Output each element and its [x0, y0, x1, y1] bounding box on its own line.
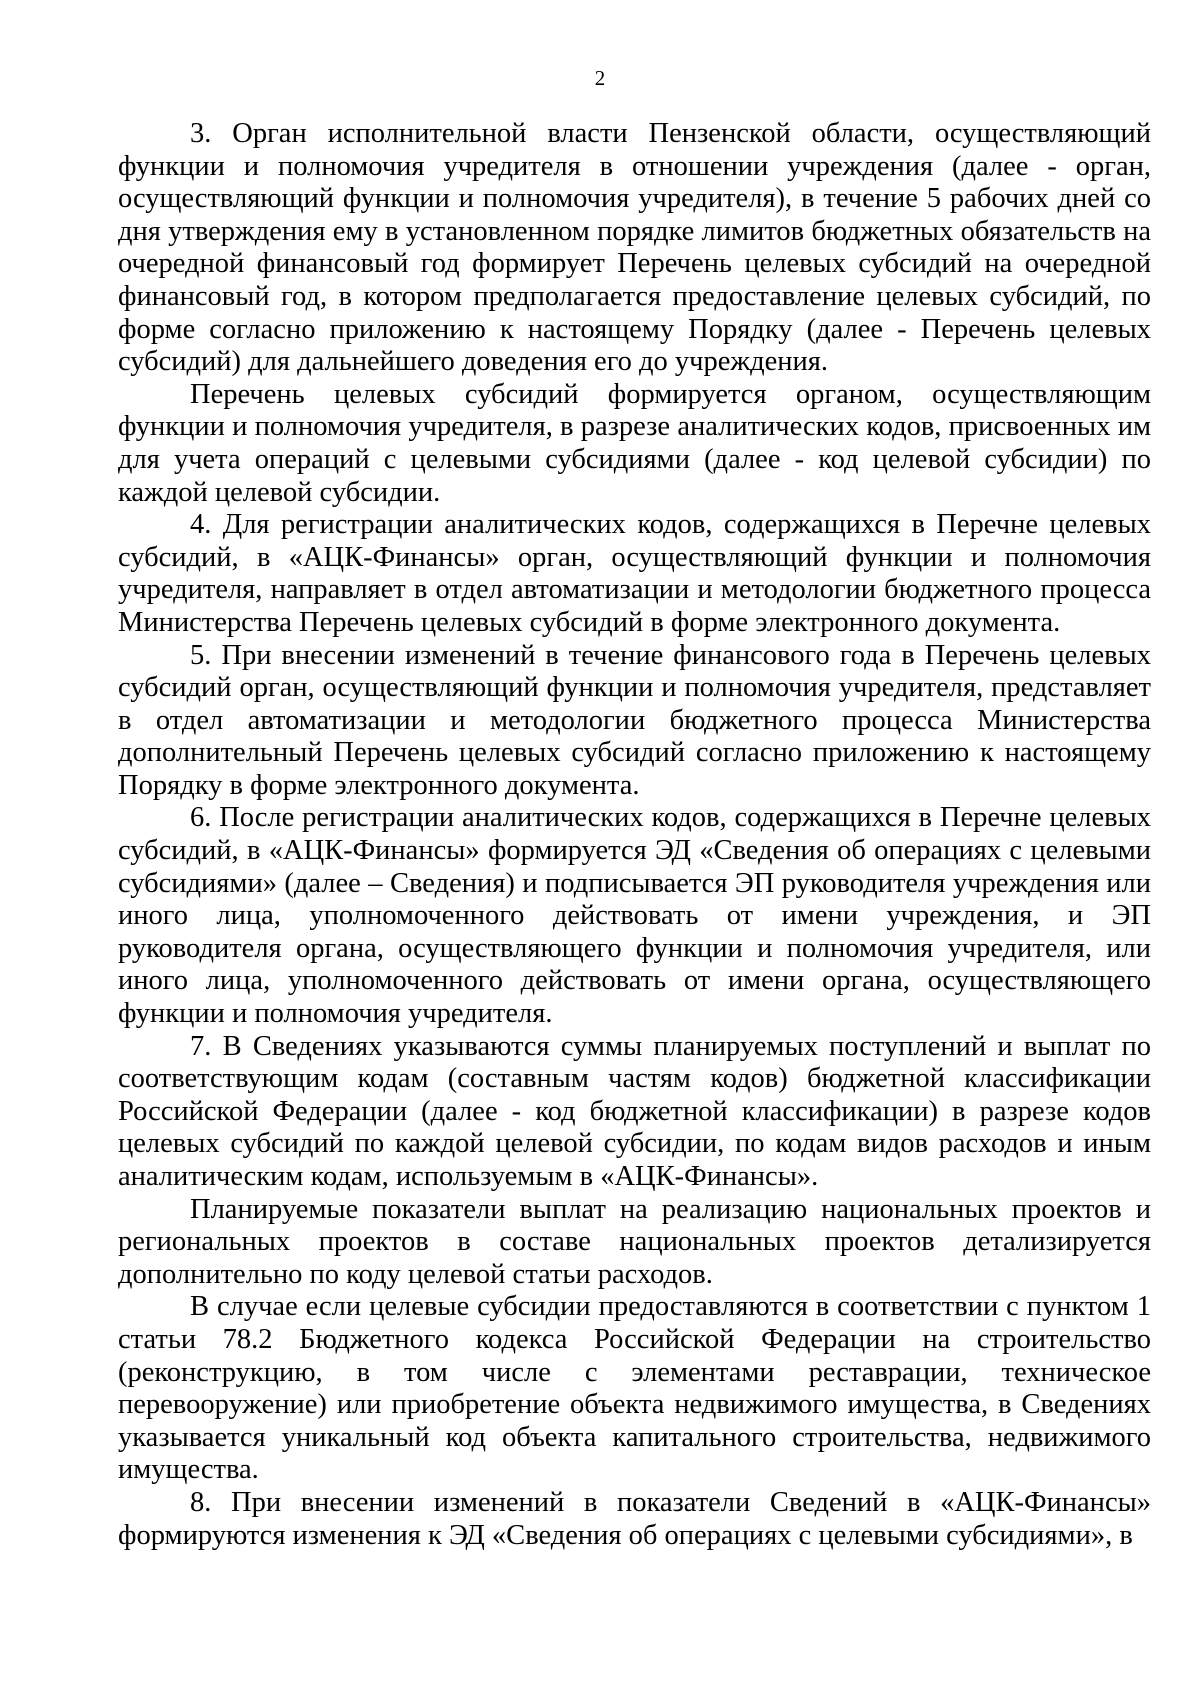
paragraph-8: 8. При внесении изменений в показатели Сведений в «АЦК-Финансы» формируются изменения к ЭД «Сведения об операциях с целевыми субсидиями», в	[118, 1486, 1151, 1551]
paragraph-7: 7. В Сведениях указываются суммы планируемых поступлений и выплат по соответствующим кодам (составным частям кодов) бюджетной классификации Российской Федерации (далее - код бюджетной классификации) в разрезе кодов целевых субсидий по каждой целевой субсидии, по кодам видов расходов и иным аналитическим кодам, используемым в «АЦК-Финансы».	[118, 1030, 1151, 1192]
paragraph-4: 4. Для регистрации аналитических кодов, содержащихся в Перечне целевых субсидий, в «АЦК-Финансы» орган, осуществляющий функции и полномочия учредителя, направляет в отдел автоматизации и методологии бюджетного процесса Министерства Перечень целевых субсидий в форме электронного документа.	[118, 509, 1151, 638]
page-number: 2	[594, 66, 606, 90]
paragraph-5: 5. При внесении изменений в течение финансового года в Перечень целевых субсидий орган, осуществляющий функции и полномочия учредителя, представляет в отдел автоматизации и методологии бюджетного процесса Министерства дополнительный Перечень целевых субсидий согласно приложению к настоящему Порядку в форме электронного документа.	[118, 639, 1151, 801]
document-body	[118, 118, 1151, 1552]
paragraph-7-national-projects: Планируемые показатели выплат на реализацию национальных проектов и региональных проектов в составе национальных проектов детализируется дополнительно по коду целевой статьи расходов.	[118, 1193, 1151, 1290]
paragraph-3: 3. Орган исполнительной власти Пензенской области, осуществляющий функции и полномочия учредителя в отношении учреждения (далее - орган, осуществляющий функции и полномочия учредителя), в течение 5 рабочих дней со дня утверждения ему в установленном порядке лимитов бюджетных обязательств на очередной финансовый год формирует Перечень целевых субсидий на очередной финансовый год, в котором предполагается предоставление целевых субсидий, по форме согласно приложению к настоящему Порядку (далее - Перечень целевых субсидий) для дальнейшего доведения его до учреждения.	[118, 118, 1151, 378]
paragraph-7-capital-construction: В случае если целевые субсидии предоставляются в соответствии с пунктом 1 статьи 78.2 Бюджетного кодекса Российской Федерации на строительство (реконструкцию, в том числе с элементами реставрации, техническое перевооружение) или приобретение объекта недвижимого имущества, в Сведениях указывается уникальный код объекта капитального строительства, недвижимого имущества.	[118, 1291, 1151, 1486]
paragraph-6: 6. После регистрации аналитических кодов, содержащихся в Перечне целевых субсидий, в «АЦК-Финансы» формируется ЭД «Сведения об операциях с целевыми субсидиями» (далее – Сведения) и подписывается ЭП руководителя учреждения или иного лица, уполномоченного действовать от имени учреждения, и ЭП руководителя органа, осуществляющего функции и полномочия учредителя, или иного лица, уполномоченного действовать от имени органа, осуществляющего функции и полномочия учредителя.	[118, 802, 1151, 1030]
paragraph-3-list-description: Перечень целевых субсидий формируется органом, осуществляющим функции и полномочия учредителя, в разрезе аналитических кодов, присвоенных им для учета операций с целевыми субсидиями (далее - код целевой субсидии) по каждой целевой субсидии.	[118, 378, 1151, 508]
